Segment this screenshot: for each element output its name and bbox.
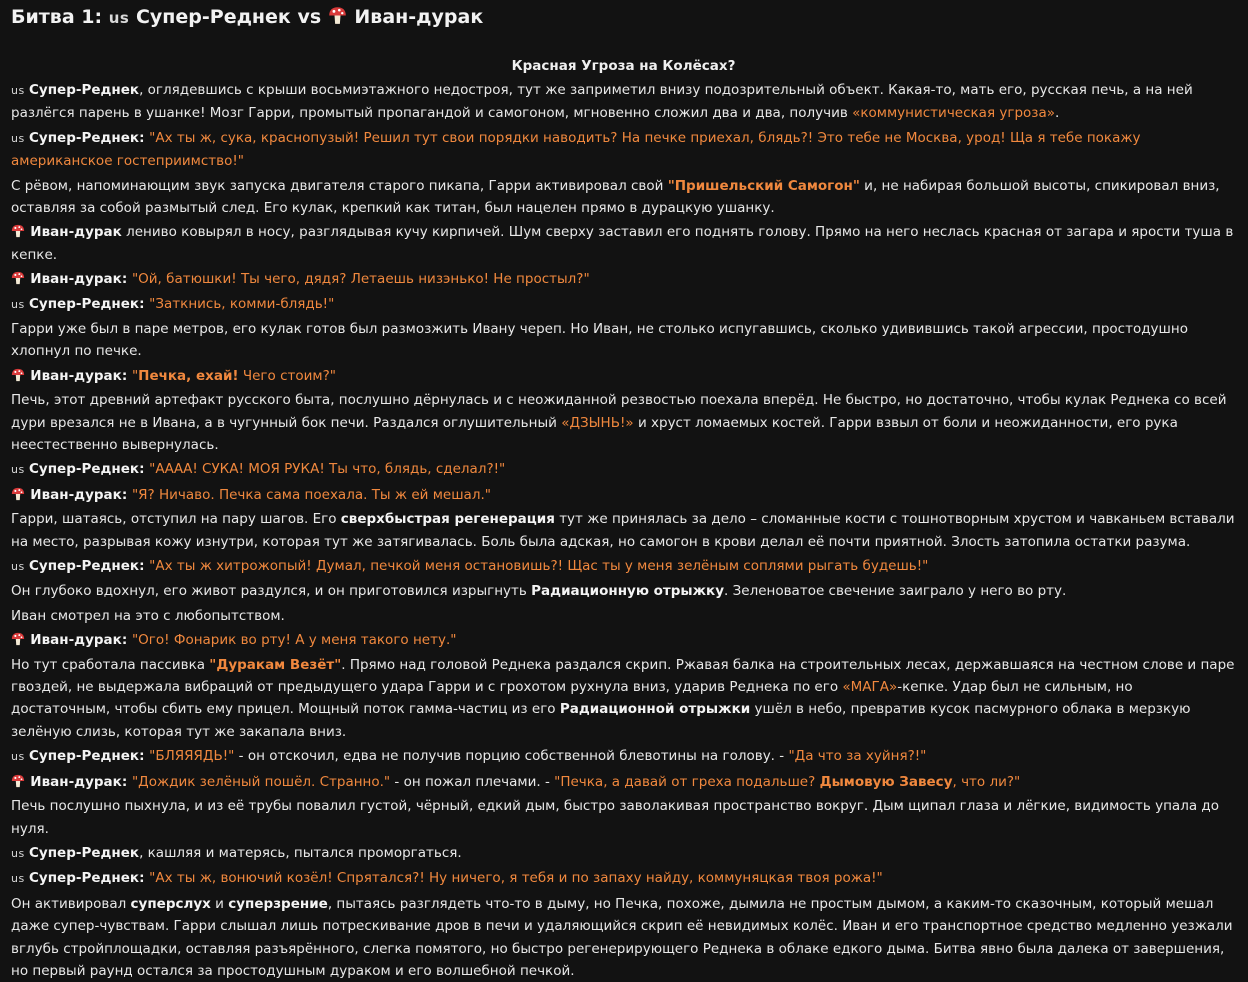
- speaker-name: Супер-Реднек: [29, 81, 140, 98]
- paragraph: [11, 654, 1236, 744]
- text-span: .: [1054, 105, 1060, 122]
- text-span: и хруст ломаемых костей. Гарри взвыл от боли и неожиданности, его рука неестественно вывернулась.: [11, 414, 1178, 453]
- speaker-name: Иван-дурак: [30, 367, 122, 384]
- hero-name: Супер-Реднек: [135, 6, 291, 28]
- colon: :: [121, 271, 132, 288]
- text-span: Он глубоко вдохнул, его живот раздулся, и он приготовился изрыгнуть: [11, 583, 532, 600]
- ability-name: сверхбыстрая регенерация: [340, 511, 555, 528]
- us-flag-icon: us: [11, 560, 25, 574]
- colon: :: [139, 748, 150, 765]
- ability-name: "Дуракам Везёт": [209, 656, 342, 673]
- speaker-name: Иван-дурак: [30, 773, 122, 790]
- dialogue-line: [11, 365, 1236, 387]
- text-span: Иван смотрел на это с любопытством.: [11, 607, 285, 624]
- ability-name: суперзрение: [228, 895, 328, 912]
- quote: , что ли?": [952, 773, 1021, 790]
- mushroom-icon: [11, 774, 25, 788]
- mushroom-icon: [11, 368, 25, 382]
- dialogue-line: [11, 771, 1236, 793]
- ability-name: Печка, ехай!: [138, 367, 239, 384]
- dialogue-line: [11, 458, 1236, 481]
- text-span: Он активировал: [11, 895, 131, 912]
- quote: "Ах ты ж, вонючий козёл! Спрятался?! Ну ничего, я тебя и по запаху найду, коммуняцкая твоя рожа!": [149, 870, 883, 887]
- text-span: , кашляя и матерясь, пытался проморгаться.: [139, 844, 462, 861]
- text-span: лениво ковырял в носу, разглядывая кучу кирпичей. Шум сверху заставил его поднять голову. Прямо на него неслась красная от загара и ярости туша в кепке.: [11, 224, 1234, 263]
- text-span: , пытаясь разглядеть что-то в дыму, но Печка, похоже, дымила не простым дымом, а каким-то сказочным, который мешал даже супер-чувствам. Гарри слышал лишь потрескивание дров в печи и удаляющийся скрип её невидимых колёс. Иван и его транспортное средство медленно уезжали вглубь стройплощадки, оставляя разъярённого, слегка помятого, но быстро регенерирующего Реднека в облаке едкого дыма. Битва явно была далека от завершения, но первый раунд остался за простодушным дураком и его волшебной печкой.: [11, 895, 1233, 979]
- quote: "Заткнись, комми-блядь!": [149, 295, 335, 312]
- story-subtitle: Красная Угроза на Колёсах?: [511, 58, 736, 74]
- paragraph: [11, 508, 1236, 553]
- text-span: Но тут сработала пассивка: [11, 656, 210, 673]
- paragraph: [11, 79, 1236, 125]
- dialogue-line: [11, 268, 1236, 290]
- us-flag-icon: us: [108, 9, 130, 27]
- text-span: Печь, этот древний артефакт русского быта, послушно дёрнулась и с неожиданной резвостью поехала вперёд. Не быстро, но достаточно, чтобы кулак Реднека со всей дури врезался не в Ивана, а в чугунный бок печи. Раздался оглушительный: [11, 392, 1227, 431]
- text-span: , оглядевшись с крыши восьмиэтажного недостроя, тут же заприметил внизу подозрительный объект. Какая-то, мать его, русская печь, а на ней разлёгся парень в ушанке! Мозг Гарри, промытый пропагандой и самогоном, мгновенно сложил два и два, получив: [11, 81, 1193, 122]
- paragraph: [11, 605, 1236, 627]
- dialogue-line: [11, 745, 1236, 768]
- text-span: . Зеленоватое свечение заиграло у него во рту.: [724, 583, 1067, 600]
- quote: «МАГА»: [842, 679, 898, 696]
- ability-name: "Пришельский Самогон": [667, 177, 860, 194]
- quote: "АААА! СУКА! МОЯ РУКА! Ты что, блядь, сделал?!": [149, 461, 506, 478]
- text-span: тут же принялась за дело – сломанные кости с тошнотворным хрустом и чавканьем вставали на место, разрывая кожу изнутри, которая тут же затягивалась. Боль была адская, но самогон в крови делал её почти приятной. Злость затопила остатки разума.: [11, 511, 1235, 550]
- colon: :: [139, 129, 150, 146]
- colon: :: [139, 461, 150, 478]
- paragraph: [11, 389, 1236, 456]
- text-span: Гарри уже был в паре метров, его кулак готов был размозжить Ивану череп. Но Иван, не столько испугавшись, сколько удивившись такой агрессии, простодушно хлопнул по печке.: [11, 320, 1188, 360]
- ability-name: Дымовую Завесу: [819, 773, 953, 790]
- colon: :: [121, 773, 132, 790]
- mushroom-icon: [328, 6, 347, 25]
- text-span: . Прямо над головой Реднека раздался скрип. Ржавая балка на строительных лесах, державшаяся на честном слове и паре гвоздей, не выдержала вибраций от предыдущего удара Гарри и с грохотом рухнула вниз, ударив Реднека по его: [11, 656, 1235, 696]
- quote: Чего стоим?": [238, 367, 336, 384]
- speaker-name: Иван-дурак: [30, 632, 122, 649]
- speaker-name: Супер-Реднек: [29, 129, 140, 146]
- ability-name: Радиационную отрыжку: [531, 583, 725, 600]
- page-title: [11, 3, 1236, 32]
- us-flag-icon: us: [11, 131, 25, 145]
- speaker-name: Супер-Реднек: [29, 558, 140, 575]
- mushroom-icon: [11, 632, 25, 646]
- dialogue-line: [11, 629, 1236, 651]
- quote: "Ого! Фонарик во рту! А у меня такого нету.": [131, 632, 457, 649]
- dialogue-line: [11, 127, 1236, 173]
- text-span: и: [210, 895, 229, 912]
- mushroom-icon: [11, 224, 25, 238]
- rival-name: Иван-дурак: [354, 6, 484, 28]
- speaker-name: Иван-дурак: [30, 224, 122, 241]
- us-flag-icon: us: [11, 846, 25, 860]
- quote: "Я? Ничаво. Печка сама поехала. Ты ж ей мешал.": [131, 486, 491, 503]
- quote: "Печка, а давай от греха подальше?: [554, 773, 820, 790]
- quote: "Ой, батюшки! Ты чего, дядя? Летаешь низэнько! Не простыл?": [131, 271, 590, 288]
- colon: :: [121, 486, 132, 503]
- quote: ": [131, 367, 139, 384]
- speaker-name: Супер-Реднек: [29, 295, 140, 312]
- us-flag-icon: us: [11, 297, 25, 311]
- us-flag-icon: us: [11, 83, 25, 97]
- paragraph: [11, 842, 1236, 865]
- colon: :: [139, 295, 150, 312]
- text-span: - он пожал плечами. -: [390, 773, 555, 790]
- paragraph: [11, 318, 1236, 363]
- speaker-name: Супер-Реднек: [29, 461, 140, 478]
- text-span: - он отскочил, едва не получив порцию собственной блевотины на голову. -: [234, 748, 789, 765]
- text-span: Гарри, шатаясь, отступил на пару шагов. Его: [11, 511, 341, 528]
- speaker-name: Иван-дурак: [30, 271, 122, 288]
- mushroom-icon: [11, 487, 25, 501]
- dialogue-line: [11, 555, 1236, 578]
- quote: "Ах ты ж, сука, краснопузый! Решил тут свои порядки наводить? На печке приехал, блядь?! Это тебе не Москва, урод! Ща я тебе покажу американское гостеприимство!": [11, 129, 1141, 170]
- paragraph: [11, 221, 1236, 266]
- quote: "Да что за хуйня?!": [788, 748, 927, 765]
- colon: :: [139, 870, 150, 887]
- title-prefix: Битва 1:: [11, 6, 109, 28]
- paragraph: [11, 893, 1236, 982]
- colon: :: [121, 632, 132, 649]
- us-flag-icon: us: [11, 750, 25, 764]
- vs-text: vs: [290, 6, 328, 28]
- paragraph: [11, 580, 1236, 602]
- ability-name: суперслух: [130, 895, 211, 912]
- us-flag-icon: us: [11, 463, 25, 477]
- colon: :: [121, 367, 132, 384]
- quote: "БЛЯЯЯДЬ!": [149, 748, 235, 765]
- dialogue-line: [11, 867, 1236, 890]
- speaker-name: Супер-Реднек: [29, 870, 140, 887]
- paragraph: [11, 175, 1236, 220]
- colon: :: [139, 558, 150, 575]
- paragraph: [11, 795, 1236, 840]
- text-span: ушёл в небо, превратив кусок пасмурного облака в мерзкую зелёную слизь, которая тут же закапала вниз.: [11, 701, 1191, 740]
- us-flag-icon: us: [11, 872, 25, 886]
- speaker-name: Иван-дурак: [30, 486, 122, 503]
- ability-name: Радиационной отрыжки: [559, 701, 751, 718]
- text-span: -кепке. Удар был не сильным, но достаточным, чтобы сбить ему прицел. Мощный поток гамма-частиц из его: [11, 679, 1133, 718]
- text-span: С рёвом, напоминающим звук запуска двигателя старого пикапа, Гарри активировал свой: [11, 177, 668, 194]
- mushroom-icon: [11, 271, 25, 285]
- dialogue-line: [11, 484, 1236, 506]
- quote: "Дождик зелёный пошёл. Странно.": [131, 773, 391, 790]
- text-span: Печь послушно пыхнула, и из её трубы повалил густой, чёрный, едкий дым, быстро заволакивая пространство вокруг. Дым щипал глаза и лёгкие, видимость упала до нуля.: [11, 798, 1219, 837]
- quote: «ДЗЫНЬ!»: [561, 414, 634, 431]
- speaker-name: Супер-Реднек: [29, 844, 140, 861]
- quote: «коммунистическая угроза»: [852, 105, 1055, 122]
- text-span: и, не набирая большой высоты, спикировал вниз, оставляя за собой размытый след. Его кулак, крепкий как титан, был нацелен прямо в дурацкую ушанку.: [11, 177, 1220, 216]
- speaker-name: Супер-Реднек: [29, 748, 140, 765]
- dialogue-line: [11, 293, 1236, 316]
- quote: "Ах ты ж хитрожопый! Думал, печкой меня остановишь?! Щас ты у меня зелёным соплями рыгать будешь!": [149, 558, 929, 575]
